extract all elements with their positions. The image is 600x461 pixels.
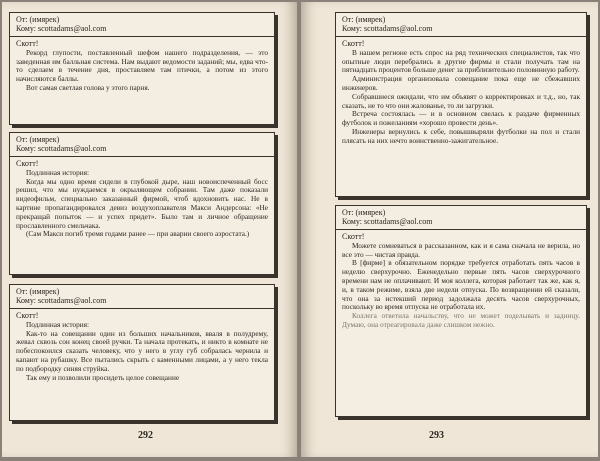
paragraph: Инженеры вернулись к себе, повышвыряли футболки на пол и стали плясать на них нечто воинственно-зажигательное. [342,126,580,145]
email-header [336,206,586,230]
greeting: Скотт! [342,231,365,241]
from-line: От: (имярек) [16,135,60,144]
email-box [9,132,275,275]
email-header [10,133,274,157]
paragraph: Собравшиеся ожидали, что им объявят о корректировках и т.д., но, так сказать, не то что они жалованье, то ли загрузки. [342,91,580,110]
from-line: От: (имярек) [16,287,60,296]
paragraph: (Сам Макси погиб тремя годами ранее — при аварии своего аэростата.) [26,229,250,239]
paragraph: Коллега ответила начальству, что не может поделывать и задницу. Думаю, она отреагировала даже слишком нежно. [342,311,580,329]
greeting: Скотт! [16,38,39,48]
email-body [336,230,586,332]
paragraph: Рекорд глупости, поставленный шефом нашего подразделения, — это заведенная им балльная система. Нам выдают ведомости заданий; мы, едва что-то сделаем в течение дня, проставляем там птички, а потом из этого начисляются баллы. [16,47,268,84]
to-line: Кому: scottadams@aol.com [16,296,107,306]
paragraph: Можете сомневаться в рассказанном, как и я сама сначала не верила, но все это — чистая правда. [342,240,580,259]
right-page [301,2,598,457]
paragraph: Как-то на совещании один из больших начальников, вваля в полудрему, жевал сквозь сон конец своей ручки. Та начала протекать, и никто в комнате не побеспокоился сказать человеку, что у него в углу губ собралась чернила и капают на рубашку. Все пытались скрыть с каменными лицами, а у него текла по подбородку синяя струйка. [16,328,268,373]
paragraph: В нашем регионе есть спрос на ряд технических специалистов, так что опытные люди перебрались в другие фирмы и стали получать там на пятнадцать процентов больше денег за приблизительно половинную работу. [342,47,580,75]
paragraph: Так ему и позволили просидеть целое совещание [26,372,180,382]
paragraph: Администрация организовала совещание пока еще не сбежавших инженеров. [342,74,580,92]
email-box [335,205,587,417]
email-body [10,157,274,241]
left-page [2,2,297,457]
email-header [10,13,274,37]
email-body [10,309,274,385]
paragraph: Вот самая светлая голова у этого парня. [26,83,150,92]
greeting: Скотт! [16,310,39,320]
from-line: От: (имярек) [16,15,60,24]
email-box [335,12,587,197]
page-number: 293 [429,430,444,441]
greeting: Скотт! [342,38,365,48]
email-header [336,13,586,37]
paragraph: Встреча состоялась — и в основном свелась к раздаче фирменных футболок и пожеланиям «хорошо провести день». [342,109,580,128]
email-header [10,285,274,309]
greeting: Скотт! [16,158,39,168]
from-line: От: (имярек) [342,15,386,24]
to-line: Кому: scottadams@aol.com [16,144,107,154]
paragraph: В [фирме] в обязательном порядке требуется отработать пять часов в неделю сверхурочно. Еженедельно первые пять часов сверхурочного времени нам не оплачивают. И моя коллега, которая работает так же, как я, и, в таком режиме, взяла две недели отпуска. По возвращении ей сказали, что она за истекший период задолжала десять часов сверхурочных, поскольку во время отпуска не отработала их. [342,258,580,312]
page-number: 292 [138,430,153,441]
to-line: Кому: scottadams@aol.com [16,24,107,34]
email-box [9,12,275,125]
email-body [336,37,586,148]
to-line: Кому: scottadams@aol.com [342,24,433,34]
paragraph: Подлинная история: [26,319,90,329]
paragraph: Подлинная история: [26,167,90,177]
email-box [9,284,275,421]
paragraph: Когда мы одно время сидели в глубокой дыре, наш новоиспеченный босс решил, что мы нуждаемся в окрыляющем собрании. Там даже показали видеофильм, специально заказанный фирмой, чтоб вдохновить нас. Не в картине пропагандировался девиз воздухоплавателя Макси Андерсона: «Не прекращай попыток — и успех придет». Было там и личное обращение прославленного смельчака. [16,176,268,230]
email-body [10,37,274,95]
from-line: От: (имярек) [342,208,386,217]
to-line: Кому: scottadams@aol.com [342,217,433,227]
